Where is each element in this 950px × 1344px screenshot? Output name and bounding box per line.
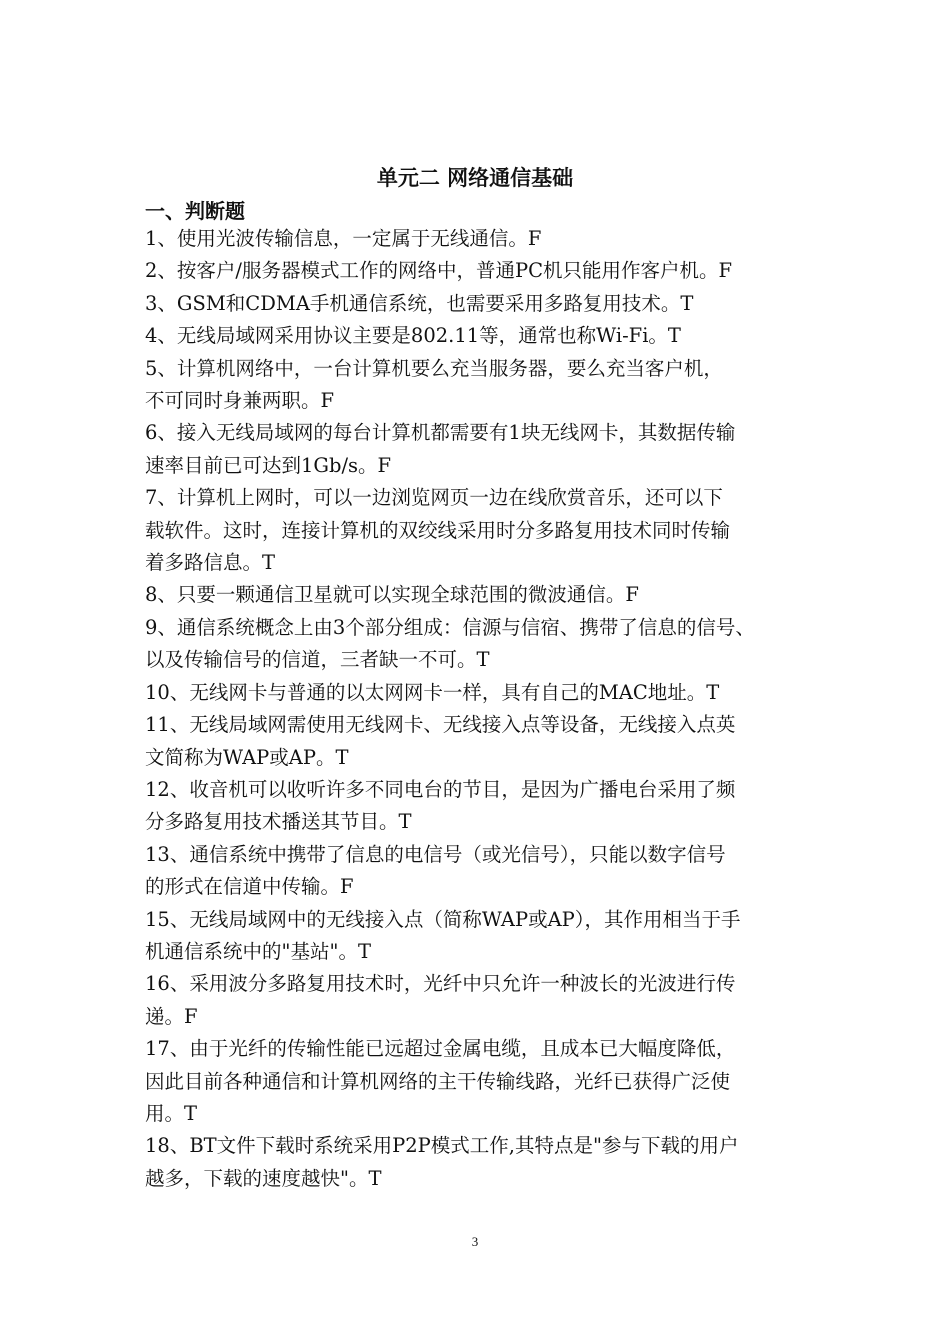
question-item: 6、接入无线局域网的每台计算机都需要有1块无线网卡，其数据传输 速率目前已可达到1Gb/s。F: [145, 421, 736, 477]
question-item: 13、通信系统中携带了信息的电信号（或光信号），只能以数字信号 的形式在信道中传输。F: [145, 842, 726, 899]
question-item: 16、采用波分多路复用技术时，光纤中只允许一种波长的光波进行传 递。F: [145, 972, 736, 1028]
question-item: 17、由于光纤的传输性能已远超过金属电缆，且成本已大幅度降低， 因此目前各种通信和计算机网络的主干传输线路，光纤已获得广泛使 用。T: [145, 1037, 736, 1125]
question-item: 7、计算机上网时，可以一边浏览网页一边在线欣赏音乐，还可以下 载软件。这时，连接计算机的双绞线采用时分多路复用技术同时传输 着多路信息。T: [145, 486, 731, 575]
question-item: 2、按客户/服务器模式工作的网络中，普通PC机只能用作客户机。F: [145, 259, 733, 283]
question-item: 4、无线局域网采用协议主要是802.11等，通常也称Wi-Fi。T: [145, 324, 681, 348]
question-item: 8、只要一颗通信卫星就可以实现全球范围的微波通信。F: [145, 583, 639, 607]
question-item: 1、使用光波传输信息，一定属于无线通信。F: [145, 227, 542, 250]
question-item: 10、无线网卡与普通的以太网网卡一样，具有自己的MAC地址。T: [145, 680, 720, 704]
question-item: 9、通信系统概念上由3个部分组成：信源与信宿、携带了信息的信号、 以及传输信号的信道，三者缺一不可。T: [145, 615, 755, 672]
section-heading: 一、判断题: [145, 199, 245, 223]
question-item: 12、收音机可以收听许多不同电台的节目，是因为广播电台采用了频 分多路复用技术播送其节目。T: [145, 777, 736, 834]
page-title: 单元二 网络通信基础: [376, 166, 574, 190]
question-item: 5、计算机网络中，一台计算机要么充当服务器，要么充当客户机， 不可同时身兼两职。F: [145, 356, 723, 413]
page-number: 3: [471, 1234, 479, 1249]
question-item: 18、BT文件下载时系统采用P2P模式工作,其特点是"参与下载的用户 越多，下载的速度越快"。T: [145, 1134, 739, 1190]
question-item: 15、无线局域网中的无线接入点（简称WAP或AP），其作用相当于手 机通信系统中的"基站"。T: [145, 907, 741, 963]
question-item: 11、无线局域网需使用无线网卡、无线接入点等设备，无线接入点英 文简称为WAP或AP。T: [145, 713, 736, 769]
question-list: [145, 223, 817, 1195]
question-item: 3、GSM和CDMA手机通信系统，也需要采用多路复用技术。T: [145, 291, 694, 315]
